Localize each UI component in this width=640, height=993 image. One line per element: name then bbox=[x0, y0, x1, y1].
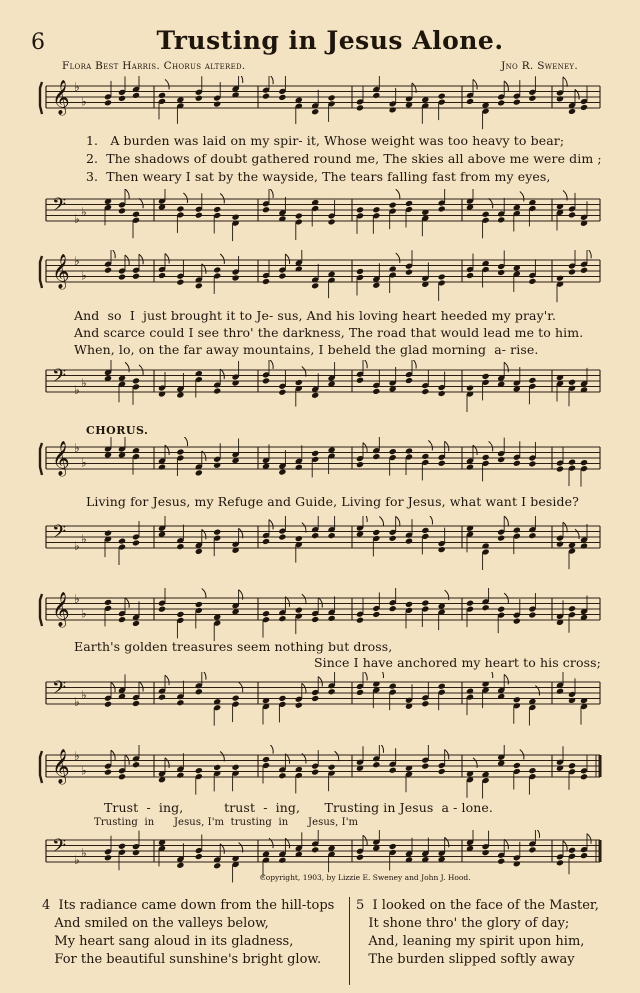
copyright-notice: Copyright, 1903, by Lizzie E. Sweney and John J. Hood. bbox=[260, 873, 471, 882]
bass-staff-lines bbox=[30, 189, 606, 249]
lyric-line: 3. Then weary I sat by the wayside, The tears falling fast from my eyes, bbox=[86, 169, 551, 184]
page-number: 6 bbox=[31, 30, 45, 55]
treble-staff-lines bbox=[30, 437, 606, 497]
verse-line: And, leaning my spirit upon him, bbox=[356, 934, 585, 949]
bass-staff-lines bbox=[30, 360, 606, 420]
svg-text:♭: ♭ bbox=[74, 695, 80, 709]
column-divider bbox=[349, 897, 350, 985]
music-credit: Jno R. Sweney. bbox=[501, 60, 578, 72]
svg-text:♭: ♭ bbox=[74, 212, 80, 226]
svg-text:♭: ♭ bbox=[81, 376, 87, 390]
verse-5 bbox=[356, 897, 599, 969]
svg-text:♭: ♭ bbox=[81, 94, 87, 109]
verse-line: 5 I looked on the face of the Master, bbox=[356, 898, 599, 913]
svg-text:♭: ♭ bbox=[74, 539, 80, 553]
verse-line: And smiled on the valleys below, bbox=[42, 916, 269, 931]
lyric-line: And so I just brought it to Je- sus, And his loving heart heeded my pray'r. bbox=[74, 308, 557, 323]
verse-line: My heart sang aloud in its gladness, bbox=[42, 934, 294, 949]
svg-text:♭: ♭ bbox=[74, 749, 80, 763]
lyric-line: Trust - ing, trust - ing, Trusting in Jesus a - lone. bbox=[104, 800, 493, 815]
lyric-line: When, lo, on the far away mountains, I beheld the glad morning a- rise. bbox=[74, 342, 539, 357]
lyric-line: Earth's golden treasures seem nothing but dross, bbox=[74, 639, 393, 654]
svg-text:♭: ♭ bbox=[74, 383, 80, 397]
svg-text:♭: ♭ bbox=[81, 268, 87, 283]
alto-lyric-line: Trusting in Jesus, I'm trusting in Jesus, I'm bbox=[94, 817, 359, 828]
lyric-line: Living for Jesus, my Refuge and Guide, Living for Jesus, what want I beside? bbox=[86, 494, 579, 509]
lyric-line: 1. A burden was laid on my spir- it, Whose weight was too heavy to bear; bbox=[86, 133, 565, 148]
svg-text:𝄞: 𝄞 bbox=[52, 592, 70, 627]
svg-text:𝄢: 𝄢 bbox=[52, 366, 67, 391]
svg-text:♭: ♭ bbox=[81, 532, 87, 546]
svg-text:𝄞: 𝄞 bbox=[52, 441, 70, 476]
verse-line: For the beautiful sunshine's bright glow. bbox=[42, 952, 322, 967]
lyric-line: Since I have anchored my heart to his cross; bbox=[314, 655, 601, 670]
svg-text:♭: ♭ bbox=[74, 80, 80, 94]
svg-text:𝄞: 𝄞 bbox=[52, 254, 70, 289]
svg-text:♭: ♭ bbox=[81, 455, 87, 470]
bass-staff-lines bbox=[30, 516, 606, 576]
words-credit: Flora Best Harris. Chorus altered. bbox=[62, 60, 246, 72]
treble-staff-lines bbox=[30, 76, 606, 136]
svg-text:♭: ♭ bbox=[81, 846, 87, 860]
svg-text:𝄢: 𝄢 bbox=[52, 678, 67, 703]
lyric-line: And scarce could I see thro' the darkness, The road that would lead me to him. bbox=[74, 325, 584, 340]
svg-text:♭: ♭ bbox=[81, 688, 87, 702]
svg-text:𝄞: 𝄞 bbox=[52, 80, 70, 115]
svg-text:♭: ♭ bbox=[81, 205, 87, 219]
svg-text:♭: ♭ bbox=[81, 763, 87, 778]
verse-line: 4 Its radiance came down from the hill-tops bbox=[42, 898, 335, 913]
svg-text:♭: ♭ bbox=[81, 606, 87, 621]
svg-text:♭: ♭ bbox=[74, 853, 80, 867]
svg-text:♭: ♭ bbox=[74, 592, 80, 606]
verse-line: The burden slipped softly away bbox=[356, 952, 575, 967]
svg-text:♭: ♭ bbox=[74, 441, 80, 455]
verse-4 bbox=[42, 897, 334, 969]
lyric-line: 2. The shadows of doubt gathered round me, The skies all above me were dim ; bbox=[86, 151, 602, 166]
chorus-label: CHORUS. bbox=[86, 424, 149, 437]
hymn-title: Trusting in Jesus Alone. bbox=[156, 26, 504, 55]
verse-line: It shone thro' the glory of day; bbox=[356, 916, 570, 931]
svg-text:𝄢: 𝄢 bbox=[52, 195, 67, 220]
svg-text:𝄢: 𝄢 bbox=[52, 522, 67, 547]
treble-staff-lines bbox=[30, 250, 606, 310]
treble-staff-lines bbox=[30, 745, 606, 805]
svg-text:𝄢: 𝄢 bbox=[52, 836, 67, 861]
svg-text:𝄞: 𝄞 bbox=[52, 749, 70, 784]
svg-text:♭: ♭ bbox=[74, 254, 80, 268]
bass-staff-lines bbox=[30, 672, 606, 732]
